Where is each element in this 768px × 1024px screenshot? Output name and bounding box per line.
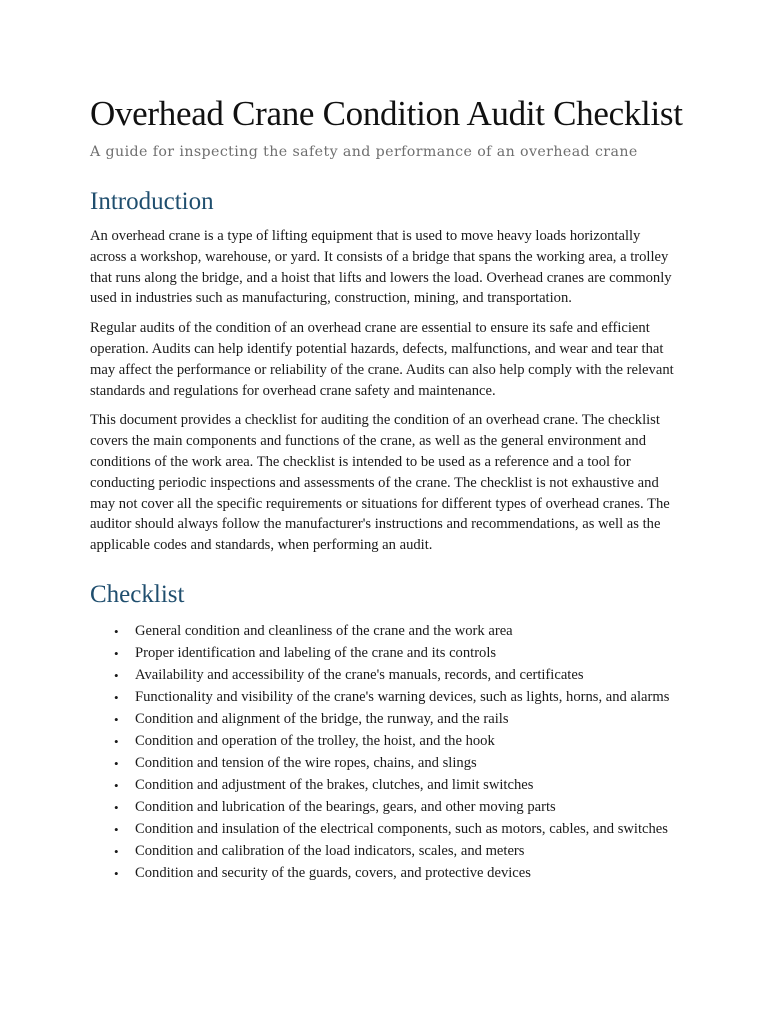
checklist-item-text: Availability and accessibility of the crane's manuals, records, and certificates <box>135 666 584 683</box>
bullet-icon: • <box>114 733 119 749</box>
bullet-icon: • <box>114 755 119 771</box>
checklist-item-text: Condition and tension of the wire ropes, chains, and slings <box>135 754 477 771</box>
bullet-icon: • <box>114 799 119 815</box>
checklist-item <box>90 687 680 708</box>
checklist-heading: Checklist <box>90 580 185 608</box>
introduction-heading: Introduction <box>90 188 214 215</box>
checklist-item <box>90 797 680 818</box>
checklist-item-text: Proper identification and labeling of the crane and its controls <box>135 644 497 661</box>
checklist-item-text: Condition and adjustment of the brakes, clutches, and limit switches <box>135 776 534 793</box>
checklist-item <box>90 863 680 884</box>
document-subtitle: A guide for inspecting the safety and performance of an overhead crane <box>90 144 638 160</box>
checklist-item <box>90 665 680 686</box>
checklist-item-text: Condition and calibration of the load indicators, scales, and meters <box>135 842 525 859</box>
bullet-icon: • <box>114 777 119 793</box>
checklist-item <box>90 819 680 840</box>
bullet-icon: • <box>114 689 119 705</box>
bullet-icon: • <box>114 821 119 837</box>
checklist-item <box>90 621 680 642</box>
bullet-icon: • <box>114 711 119 727</box>
bullet-icon: • <box>114 843 119 859</box>
document-title: Overhead Crane Condition Audit Checklist <box>90 94 683 133</box>
checklist-item-text: Condition and insulation of the electrical components, such as motors, cables, and switches <box>135 820 668 837</box>
checklist-item <box>90 775 680 796</box>
intro-paragraph-1: An overhead crane is a type of lifting equipment that is used to move heavy loads horizontally across a workshop, warehouse, or yard. It consists of a bridge that spans the working area, a trolley that runs along the bridge, and a hoist that lifts and lowers the load. Overhead cranes are commonly used in industries such as manufacturing, construction, mining, and transportation. <box>90 228 672 307</box>
checklist-item <box>90 643 680 664</box>
intro-paragraph-3: This document provides a checklist for auditing the condition of an overhead crane. The checklist covers the main components and functions of the crane, as well as the general environment and conditions of the work area. The checklist is intended to be used as a reference and a tool for conducting periodic inspections and assessments of the crane. The checklist is not exhaustive and may not cover all the specific requirements or situations for different types of overhead cranes. The auditor should always follow the manufacturer's instructions and recommendations, as well as the applicable codes and standards, when performing an audit. <box>90 412 670 554</box>
checklist-item-text: Condition and lubrication of the bearings, gears, and other moving parts <box>135 798 556 815</box>
checklist-item-text: Functionality and visibility of the crane's warning devices, such as lights, horns, and alarms <box>135 688 670 705</box>
checklist-item <box>90 709 680 730</box>
bullet-icon: • <box>114 645 119 661</box>
checklist-item-text: Condition and alignment of the bridge, the runway, and the rails <box>135 710 509 727</box>
checklist-item <box>90 731 680 752</box>
bullet-icon: • <box>114 667 119 683</box>
checklist-item-text: Condition and security of the guards, covers, and protective devices <box>135 864 531 881</box>
checklist-item-text: Condition and operation of the trolley, the hoist, and the hook <box>135 732 495 749</box>
intro-paragraph-2: Regular audits of the condition of an overhead crane are essential to ensure its safe and efficient operation. Audits can help identify potential hazards, defects, malfunctions, and wear and tear that may affect the performance or reliability of the crane. Audits can also help comply with the relevant standards and regulations for overhead crane safety and maintenance. <box>90 320 674 399</box>
checklist-section <box>90 579 680 884</box>
bullet-icon: • <box>114 623 119 639</box>
introduction-section <box>90 186 680 556</box>
checklist-item <box>90 841 680 862</box>
checklist-item-text: General condition and cleanliness of the crane and the work area <box>135 622 513 639</box>
document-page <box>90 92 683 885</box>
checklist-list <box>90 621 680 884</box>
bullet-icon: • <box>114 865 119 881</box>
checklist-item <box>90 753 680 774</box>
